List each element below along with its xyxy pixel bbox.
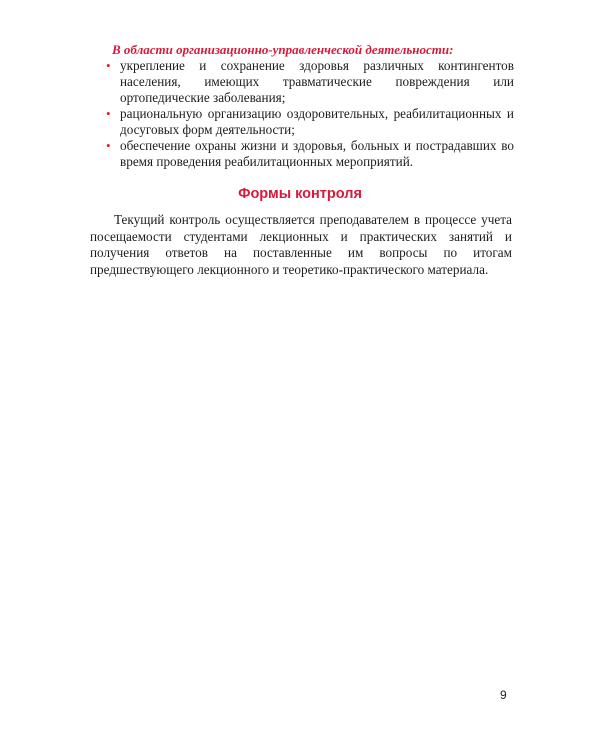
list-item (104, 58, 514, 106)
bullet-icon: • (106, 58, 111, 73)
list-item (104, 138, 514, 170)
bullet-text: укрепление и сохранение здоровья различных контингентов населения, имеющих травматические повреждения или ортопедические заболевания; (120, 58, 514, 105)
page-number: 9 (500, 688, 507, 702)
bullet-icon: • (106, 106, 111, 121)
forms-of-control-paragraph: Текущий контроль осуществляется преподавателем в процессе учета посещаемости студентами лекционных и практических занятий и получения ответов на поставленные им вопросы по итогам предшествующего лекционного и теоретико-практического материала. (90, 212, 512, 277)
bullet-list (104, 58, 514, 170)
forms-of-control-heading: Формы контроля (238, 186, 362, 202)
section-heading: В области организационно-управленческой деятельности: (112, 42, 454, 57)
list-item (104, 106, 514, 138)
bullet-text: обеспечение охраны жизни и здоровья, больных и пострадавших во время проведения реабилитационных мероприятий. (120, 138, 514, 169)
bullet-text: рациональную организацию оздоровительных, реабилитационных и досуговых форм деятельности; (120, 106, 514, 137)
bullet-icon: • (106, 138, 111, 153)
